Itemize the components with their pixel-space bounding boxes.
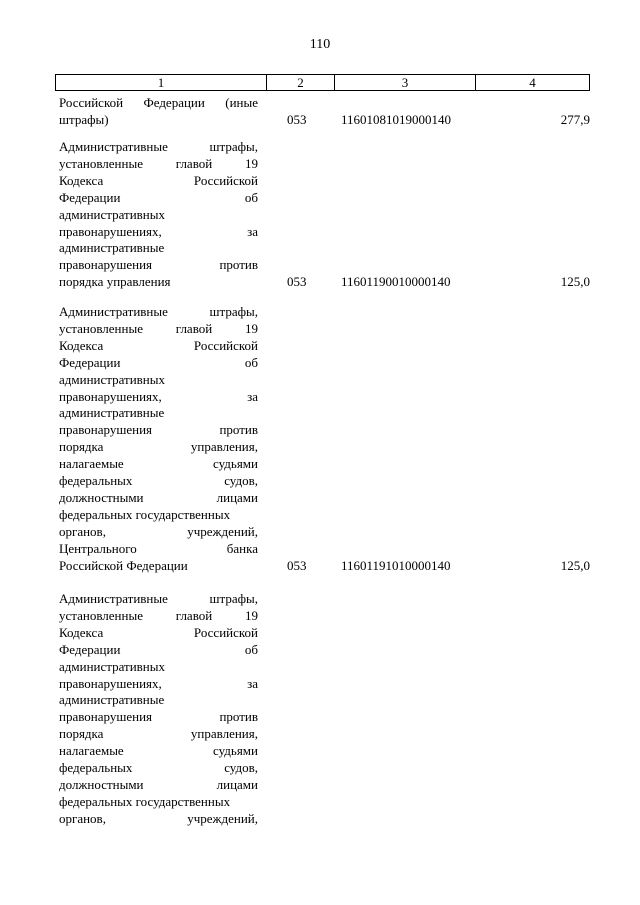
budget-code-cell: 11601190010000140 [341,274,451,290]
description-word: правонарушения [59,422,153,438]
description-word: налагаемые [59,743,124,759]
description-word: об [244,641,258,657]
description-word: (иные [225,95,258,110]
description-word: федеральных [59,473,133,489]
description-line [59,355,258,372]
description-word: за [247,675,258,691]
description-line [59,389,258,406]
description-line [59,760,258,777]
description-word: Кодекса [59,624,104,640]
description-word: правонарушениях, [59,675,162,691]
description-word: за [247,388,258,404]
description-line [59,257,258,274]
description-line [59,338,258,355]
description-line [59,591,258,608]
column-header-3: 3 [335,75,476,90]
description-word: об [244,354,258,370]
page-number: 110 [309,37,331,52]
row-description [59,304,258,575]
description-line [59,456,258,473]
description-line [59,811,258,828]
description-line [59,95,258,112]
description-word: Российской [193,337,258,353]
description-line [59,304,258,321]
description-word: Административные [59,304,168,319]
description-word: административные [59,240,165,256]
description-word: 19 [244,607,258,623]
description-word: Российской [193,624,258,640]
description-line [59,321,258,338]
description-line [59,372,258,389]
description-line [59,112,258,129]
description-word: управления, [190,726,258,742]
description-word: административные [59,405,165,421]
description-line [59,524,258,541]
description-line [59,642,258,659]
description-word: правонарушениях, [59,388,162,404]
description-word: лицами [216,489,258,505]
column-header-2: 2 [267,75,335,90]
description-word: порядка [59,726,104,742]
description-word: 19 [244,155,258,171]
description-word: установленные [59,155,143,171]
description-word: главой [175,155,213,171]
description-word: правонарушения [59,257,153,273]
amount-cell: 125,0 [560,274,590,290]
description-word: Административные [59,591,168,606]
description-word: административные [59,692,165,708]
description-word: Федерации [59,641,121,657]
description-word: главой [175,607,213,623]
description-word: судов, [224,473,258,489]
description-word: Российской [193,172,258,188]
description-line [59,692,258,709]
description-line [59,625,258,642]
row-description [59,95,258,129]
description-word: федеральных [59,760,133,776]
description-word: управления, [190,439,258,455]
description-line [59,405,258,422]
description-word: учреждений, [187,810,258,826]
description-line [59,439,258,456]
description-word: должностными [59,776,144,792]
description-line [59,240,258,257]
description-word: Федерации [143,95,205,110]
description-line [59,726,258,743]
description-word: за [247,223,258,239]
description-word: против [219,709,258,725]
description-word: порядка [59,439,104,455]
description-line [59,473,258,490]
description-word: Кодекса [59,172,104,188]
description-word: главой [175,320,213,336]
description-word: должностными [59,489,144,505]
description-word: Федерации [59,354,121,370]
description-line [59,541,258,558]
description-line [59,777,258,794]
budget-code-cell: 11601191010000140 [341,557,451,573]
description-word: административных [59,658,165,674]
description-word: Российской Федерации [59,557,188,573]
admin-code-cell: 053 [287,557,307,573]
row-description [59,139,258,291]
description-line [59,507,258,524]
description-word: против [219,257,258,273]
description-line [59,139,258,156]
description-word: судов, [224,760,258,776]
amount-cell: 125,0 [560,557,590,573]
description-word: установленные [59,607,143,623]
description-word: Кодекса [59,337,104,353]
description-line [59,422,258,439]
description-word: федеральных государственных [59,793,231,809]
description-word: Российской [59,95,124,110]
description-line [59,156,258,173]
description-word: порядка управления [59,274,171,290]
description-line [59,173,258,190]
column-header-1: 1 [56,75,267,90]
description-word: штрафы) [59,111,109,127]
description-word: административных [59,371,165,387]
description-line [59,794,258,811]
amount-cell: 277,9 [560,111,590,127]
description-line [59,558,258,575]
description-line [59,224,258,241]
description-word: налагаемые [59,456,124,472]
description-word: штрафы, [209,304,258,319]
description-word: установленные [59,320,143,336]
description-line [59,676,258,693]
description-line [59,608,258,625]
row-description [59,591,258,828]
description-word: об [244,189,258,205]
budget-code-cell: 11601081019000140 [341,111,452,127]
admin-code-cell: 053 [287,274,307,290]
description-word: против [219,422,258,438]
description-word: административных [59,206,165,222]
description-word: органов, [59,810,106,826]
description-word: судьями [213,743,258,759]
admin-code-cell: 053 [287,111,307,127]
description-line [59,274,258,291]
description-word: Центрального [59,540,137,556]
description-line [59,659,258,676]
description-line [59,709,258,726]
table-header-row [55,74,590,91]
description-line [59,190,258,207]
description-word: правонарушениях, [59,223,162,239]
description-line [59,207,258,224]
description-word: 19 [244,320,258,336]
description-word: банка [226,540,258,556]
description-line [59,490,258,507]
description-word: судьями [213,456,258,472]
description-word: Федерации [59,189,121,205]
description-word: штрафы, [209,591,258,606]
description-word: федеральных государственных [59,506,231,522]
description-line [59,743,258,760]
column-header-4: 4 [529,75,536,90]
description-word: учреждений, [187,523,258,539]
description-word: правонарушения [59,709,153,725]
description-word: органов, [59,523,106,539]
description-word: штрафы, [209,139,258,154]
description-word: Административные [59,139,168,154]
description-word: лицами [216,776,258,792]
